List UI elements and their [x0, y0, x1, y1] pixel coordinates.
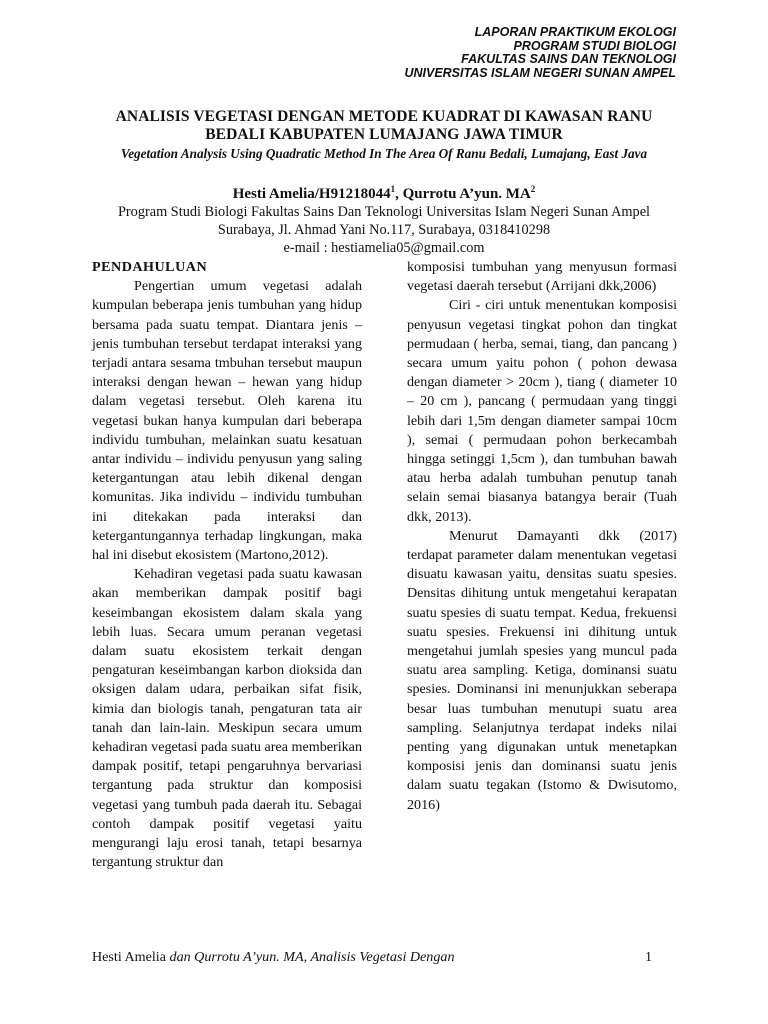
- report-header: [404, 26, 676, 80]
- affiliation-line-1: Program Studi Biologi Fakultas Sains Dan Teknologi Universitas Islam Negeri Sunan Ampel: [117, 204, 651, 220]
- paper-title-line2: BEDALI KABUPATEN LUMAJANG JAWA TIMUR: [205, 126, 563, 143]
- header-line-program: PROGRAM STUDI BIOLOGI: [513, 38, 676, 53]
- author-2: Qurrotu A’yun. MA: [402, 186, 531, 202]
- body-column-left: [92, 258, 362, 873]
- author-line: [86, 180, 682, 203]
- paragraph-vegetation-characteristics: Ciri - ciri untuk menentukan komposisi penyusun vegetasi tingkat pohon dan tingkat permudaan ( herba, semai, tiang, dan pancang ) secara umum yaitu pohon ( pohon dewasa dengan diameter > 20cm ), tiang ( diameter 10 – 20 cm ), pancang ( permudaan yang tinggi lebih dari 1,5m dengan diameter sampai 10cm ), semai ( permudaan pohon berkecambah hingga setinggi 1,5cm ), dan tumbuhan bawah atau herba adalah tumbuhan penutup tanah selain semai biasanya batangya berair (Tuah dkk, 2013).: [407, 297, 677, 525]
- author-email: e-mail : hestiamelia05@gmail.com: [283, 240, 485, 256]
- paper-title: [86, 108, 682, 144]
- author-separator: ,: [395, 186, 403, 202]
- paper-subtitle-english: Vegetation Analysis Using Quadratic Method In The Area Of Ranu Bedali, Lumajang, East Java: [120, 146, 648, 161]
- header-line-faculty: FAKULTAS SAINS DAN TEKNOLOGI: [461, 52, 676, 66]
- section-heading-introduction: PENDAHULUAN: [92, 259, 208, 275]
- header-line-university: UNIVERSITAS ISLAM NEGERI SUNAN AMPEL: [404, 65, 676, 80]
- author-2-affiliation-mark: 2: [530, 184, 536, 194]
- body-column-right: [407, 258, 677, 815]
- title-block: [86, 108, 682, 257]
- author-1-affiliation-mark: 1: [390, 184, 396, 194]
- footer-running-title: dan Qurrotu A’yun. MA, Analisis Vegetasi Dengan: [169, 949, 455, 965]
- page-number: 1: [644, 949, 652, 965]
- paragraph-vegetation-role: Kehadiran vegetasi pada suatu kawasan akan memberikan dampak positif bagi keseimbangan ekosistem dalam skala yang lebih luas. Secara umum peranan vegetasi dalam suatu ekosistem terkait dengan pengaturan keseimbangan karbon dioksida dan oksigen dalam udara, perbaikan sifat fisik, kimia dan biologis tanah, pengaturan tata air tanah dan lain-lain. Meskipun secara umum kehadiran vegetasi pada suatu area memberikan dampak positif, tetapi pengaruhnya bervariasi tergantung pada struktur dan komposisi vegetasi yang tumbuh pada daerah itu. Sebagai contoh dampak positif vegetasi yaitu mengurangi laju erosi tanah, tetapi besarnya tergantung struktur dan: [92, 566, 362, 871]
- page-footer: [92, 948, 660, 966]
- paragraph-definition-vegetation: Pengertian umum vegetasi adalah kumpulan beberapa jenis tumbuhan yang hidup bersama pada suatu tempat. Diantara jenis – jenis tumbuhan tersebut terdapat interaksi yang terjadi antara sesama tmbuhan tersebut maupun interaksi dengan hewan – hewan yang hidup dalam vegetasi tersebut. Oleh karena itu vegetasi bukan hanya kumpulan dari beberapa individu tumbuhan, melainkan suatu kesatuan antar individu – individu penyusun yang saling ketergantungan atau lebih dikenal dengan komunitas. Jika individu – individu tumbuhan ini ditekakan pada interaksi dan ketergantungannya terhadap lingkungan, maka hal ini disebut ekosistem (Martono,2012).: [92, 278, 362, 564]
- affiliation-line-2: Surabaya, Jl. Ahmad Yani No.117, Surabaya, 0318410298: [217, 222, 551, 238]
- header-line-report: LAPORAN PRAKTIKUM EKOLOGI: [474, 25, 676, 39]
- footer-author: Hesti Amelia: [92, 949, 170, 965]
- paragraph-continuation: komposisi tumbuhan yang menyusun formasi vegetasi daerah tersebut (Arrijani dkk,2006): [407, 259, 677, 295]
- paper-title-line1: ANALISIS VEGETASI DENGAN METODE KUADRAT DI KAWASAN RANU: [115, 108, 653, 125]
- paragraph-vegetation-parameters: Menurut Damayanti dkk (2017) terdapat parameter dalam menentukan vegetasi disuatu kawasan yaitu, densitas suatu spesies. Densitas dihitung untuk mengetahui kerapatan suatu spesies di suatu tempat. Kedua, frekuensi suatu spesies. Frekuensi ini dihitung untuk mengetahui jumlah spesies yang muncul pada suatu area sampling. Ketiga, dominansi suatu spesies. Dominansi ini menunjukkan seberapa besar luas tumbuhan menutupi suatu area sampling. Selanjutnya terdapat indeks nilai penting yang digunakan untuk menetapkan komposisi jenis dan dominansi suatu jenis dalam suatu tegakan (Istomo & Dwisutomo, 2016): [407, 527, 677, 813]
- author-1: Hesti Amelia/H91218044: [232, 186, 391, 202]
